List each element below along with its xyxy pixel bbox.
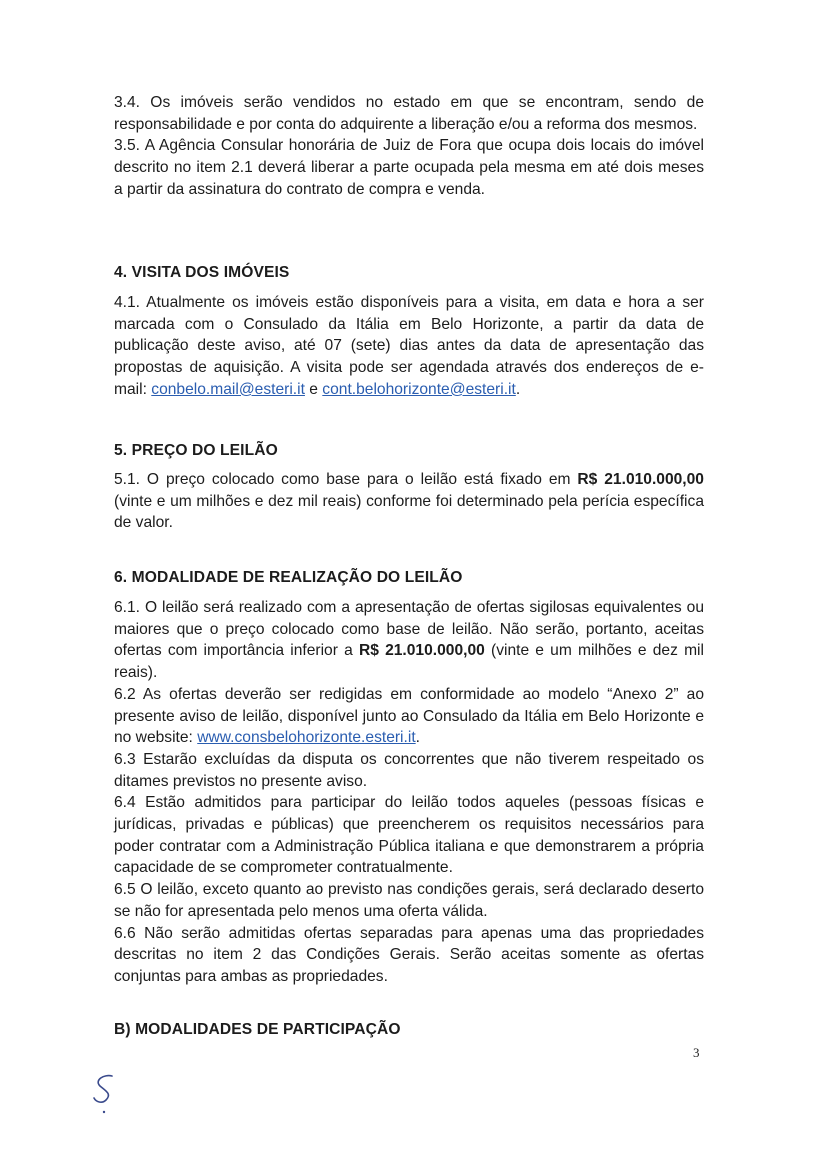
paragraph-6-4: 6.4 Estão admitidos para participar do leilão todos aqueles (pessoas físicas e jurídicas, privadas e públicas) que preencherem os requisitos necessários para poder contratar com a Administração Pública italiana e que demonstrarem a própria capacidade de se comprometer contratualmente. — [114, 794, 704, 877]
minimum-price: R$ 21.010.000,00 — [358, 642, 485, 660]
email-link-cont-belohorizonte[interactable]: cont.belohorizonte@esteri.it — [322, 380, 516, 398]
website-link[interactable]: www.consbelohorizonte.esteri.it — [197, 729, 416, 747]
paragraph-5-1 — [114, 469, 704, 534]
paragraph-4-1-text: 4.1. Atualmente os imóveis estão disponíveis para a visita, em data e hora a ser marcada com o Consulado da Itália em Belo Horizonte, a partir da data de publicação deste aviso, até 07 (sete) dias antes da data de apresentação das propostas de aquisição. A visita pode ser agendada através dos endereços de e-mail: — [114, 294, 704, 398]
period: . — [515, 380, 521, 398]
paragraph-5-1-pre: 5.1. O preço colocado como base para o leilão está fixado em — [114, 471, 571, 488]
email-link-conbelo[interactable]: conbelo.mail@esteri.it — [151, 380, 305, 398]
period: . — [415, 729, 420, 747]
section-5-body — [114, 469, 704, 534]
handwritten-initial — [90, 1072, 130, 1116]
base-price: R$ 21.010.000,00 — [577, 471, 704, 488]
paragraph-6-3: 6.3 Estarão excluídas da disputa os concorrentes que não tiverem respeitado os ditames previstos no presente aviso. — [114, 750, 704, 790]
paragraph-6-1 — [114, 597, 704, 684]
paragraph-6-5: 6.5 O leilão, exceto quanto ao previsto nas condições gerais, será declarado deserto se não for apresentada pelo menos uma oferta válida. — [114, 881, 704, 920]
section-4-body — [114, 292, 704, 401]
paragraph-3-5: 3.5. A Agência Consular honorária de Juiz de Fora que ocupa dois locais do imóvel descrito no item 2.1 deverá liberar a parte ocupada pela mesma em até dois meses a partir da assinatura do contrato de compra e venda. — [114, 137, 704, 198]
section-6-heading: 6. MODALIDADE DE REALIZAÇÃO DO LEILÃO — [114, 569, 463, 586]
paragraph-5-1-post: (vinte e um milhões e dez mil reais) conforme foi determinado pela perícia específica de valor. — [114, 492, 704, 532]
section-4-heading: 4. VISITA DOS IMÓVEIS — [114, 264, 290, 281]
paragraph-6-1-post: (vinte e um milhões e dez mil reais). — [114, 642, 704, 682]
paragraph-6-6: 6.6 Não serão admitidas ofertas separadas para apenas uma das propriedades descritas no item 2 das Condições Gerais. Serão aceitas somente as ofertas conjuntas para ambas as propriedades. — [114, 924, 704, 985]
section-6-body — [114, 597, 704, 988]
conjunction: e — [309, 380, 318, 398]
section-5-heading: 5. PREÇO DO LEILÃO — [114, 442, 278, 459]
page-number: 3 — [693, 1045, 700, 1060]
section-3-continuation — [114, 92, 704, 201]
paragraph-3-4: 3.4. Os imóveis serão vendidos no estado em que se encontram, sendo de responsabilidade e por conta do adquirente a liberação e/ou a reforma dos mesmos. — [114, 94, 704, 133]
paragraph-6-2 — [114, 684, 704, 749]
paragraph-6-1-pre: 6.1. O leilão será realizado com a apresentação de ofertas sigilosas equivalentes ou maiores que o preço colocado como base de leilão. Não serão, portanto, aceitas ofertas com importância inferior a — [114, 599, 704, 660]
paragraph-4-1 — [114, 292, 704, 401]
paragraph-6-2-text: 6.2 As ofertas deverão ser redigidas em conformidade ao modelo “Anexo 2” ao presente aviso de leilão, disponível junto ao Consulado da Itália em Belo Horizonte e no website: — [114, 685, 704, 747]
section-b-heading: B) MODALIDADES DE PARTICIPAÇÃO — [114, 1021, 401, 1038]
